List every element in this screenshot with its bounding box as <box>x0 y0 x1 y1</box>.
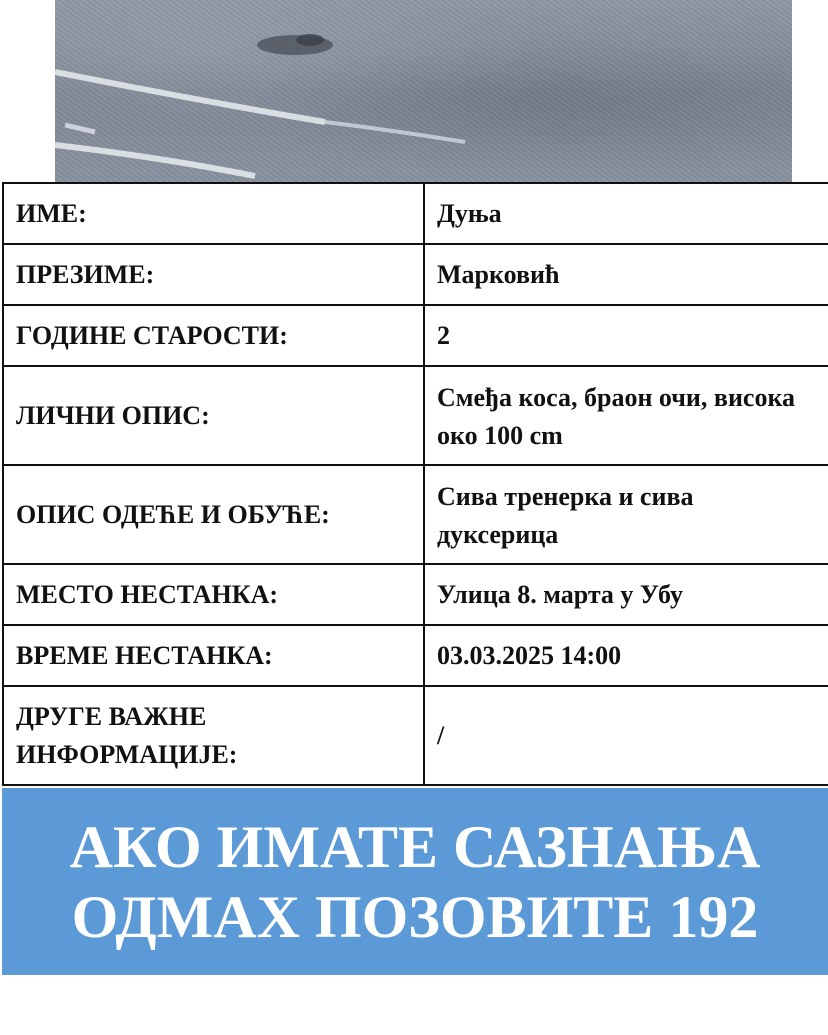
row-surname <box>3 244 828 305</box>
banner-line-1: АКО ИМАТЕ САЗНАЊА <box>69 813 761 880</box>
other-info-label: ДРУГЕ ВАЖНЕ ИНФОРМАЦИЈЕ: <box>3 686 424 785</box>
surname-value: Марковић <box>424 244 828 305</box>
name-value: Дуња <box>424 183 828 244</box>
location-value: Улица 8. марта у Убу <box>424 564 828 625</box>
time-label: ВРЕМЕ НЕСТАНКА: <box>3 625 424 686</box>
row-time <box>3 625 828 686</box>
photo-of-pavement <box>55 0 792 182</box>
call-to-action-banner <box>2 788 828 975</box>
row-description <box>3 366 828 465</box>
missing-person-info-table <box>2 182 828 786</box>
surname-label: ПРЕЗИМЕ: <box>3 244 424 305</box>
clothing-label: ОПИС ОДЕЋЕ И ОБУЋЕ: <box>3 465 424 564</box>
clothing-value: Сива тренерка и сива дуксерица <box>424 465 828 564</box>
age-label: ГОДИНЕ СТАРОСТИ: <box>3 305 424 366</box>
row-clothing <box>3 465 828 564</box>
age-value: 2 <box>424 305 828 366</box>
other-info-value: / <box>424 686 828 785</box>
row-name <box>3 183 828 244</box>
row-other-info <box>3 686 828 785</box>
name-label: ИМЕ: <box>3 183 424 244</box>
row-location <box>3 564 828 625</box>
banner-line-2: ОДМАХ ПОЗОВИТЕ 192 <box>71 883 759 950</box>
pavement-markings <box>55 0 792 182</box>
row-age <box>3 305 828 366</box>
location-label: МЕСТО НЕСТАНКА: <box>3 564 424 625</box>
description-value: Смеђа коса, браон очи, висока око 100 cm <box>424 366 828 465</box>
description-label: ЛИЧНИ ОПИС: <box>3 366 424 465</box>
time-value: 03.03.2025 14:00 <box>424 625 828 686</box>
